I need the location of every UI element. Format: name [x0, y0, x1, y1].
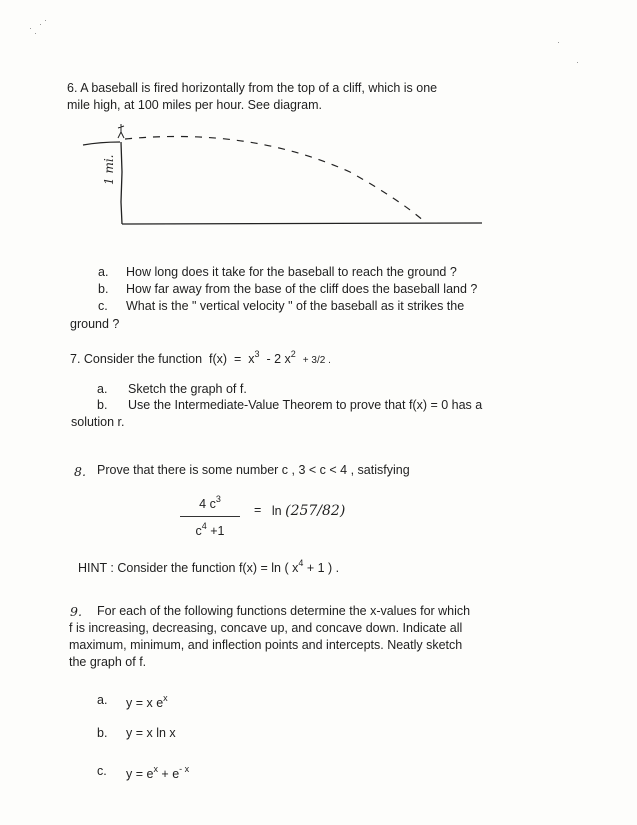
part-text: How far away from the base of the cliff does the baseball land ?: [126, 282, 478, 296]
part-text-continuation: ground ?: [70, 317, 120, 331]
problem-9-line-2: f is increasing, decreasing, concave up, and concave down. Indicate all: [69, 621, 463, 635]
trajectory-curve: [125, 136, 425, 222]
problem-9-line-1: For each of the following functions determine the x-values for which: [97, 604, 471, 618]
part-text-continuation: solution r.: [71, 415, 125, 429]
problem-7-statement: 7. Consider the function $f(x) = x^3 - 2$ $x^2 + 3/2$ .: [70, 349, 331, 366]
part-label: a.: [97, 382, 108, 396]
function-b: y = x ln x: [126, 726, 176, 740]
cliff-diagram: [80, 112, 490, 232]
height-label: 1 mi.: [102, 154, 116, 185]
person-icon: [118, 124, 124, 138]
part-label: c.: [98, 299, 108, 313]
rhs: ln (257/82): [271, 503, 346, 519]
problem-9-line-4: the graph of f.: [69, 655, 147, 669]
equals-sign: =: [254, 503, 262, 517]
function-a: y = x $e^x$: [126, 693, 168, 710]
hint: HINT : Consider the function f(x) = ln ( $x^4 + 1$ ) .: [78, 558, 340, 575]
fraction: [180, 494, 240, 538]
problem-9-line-3: maximum, minimum, and inflection points and intercepts. Neatly sketch: [69, 638, 463, 652]
numerator: 4 $c^3$: [180, 494, 240, 517]
problem-6-line-2: mile high, at 100 miles per hour. See diagram.: [67, 98, 322, 112]
part-text: Sketch the graph of f.: [128, 382, 247, 396]
part-label: b.: [97, 398, 108, 412]
part-label: b.: [98, 282, 109, 296]
denominator: $c^4 +1$: [195, 521, 225, 538]
part-label: c.: [97, 764, 107, 778]
part-label: a.: [98, 265, 109, 279]
problem-9-number: 9.: [70, 604, 82, 619]
part-label: b.: [97, 726, 108, 740]
problem-8-number: 8.: [74, 464, 86, 479]
part-text: Use the Intermediate-Value Theorem to prove that f(x) = 0 has a: [128, 398, 483, 412]
problem-8-statement: Prove that there is some number c , 3 < c < 4 , satisfying: [97, 463, 410, 477]
function-c: $y = e^x + e^{- x}$: [126, 764, 190, 781]
part-text: How long does it take for the baseball to reach the ground ?: [126, 265, 457, 279]
part-text: What is the " vertical velocity " of the baseball as it strikes the: [126, 299, 465, 313]
problem-6-line-1: 6. A baseball is fired horizontally from the top of a cliff, which is one: [67, 81, 438, 95]
part-label: a.: [97, 693, 108, 707]
